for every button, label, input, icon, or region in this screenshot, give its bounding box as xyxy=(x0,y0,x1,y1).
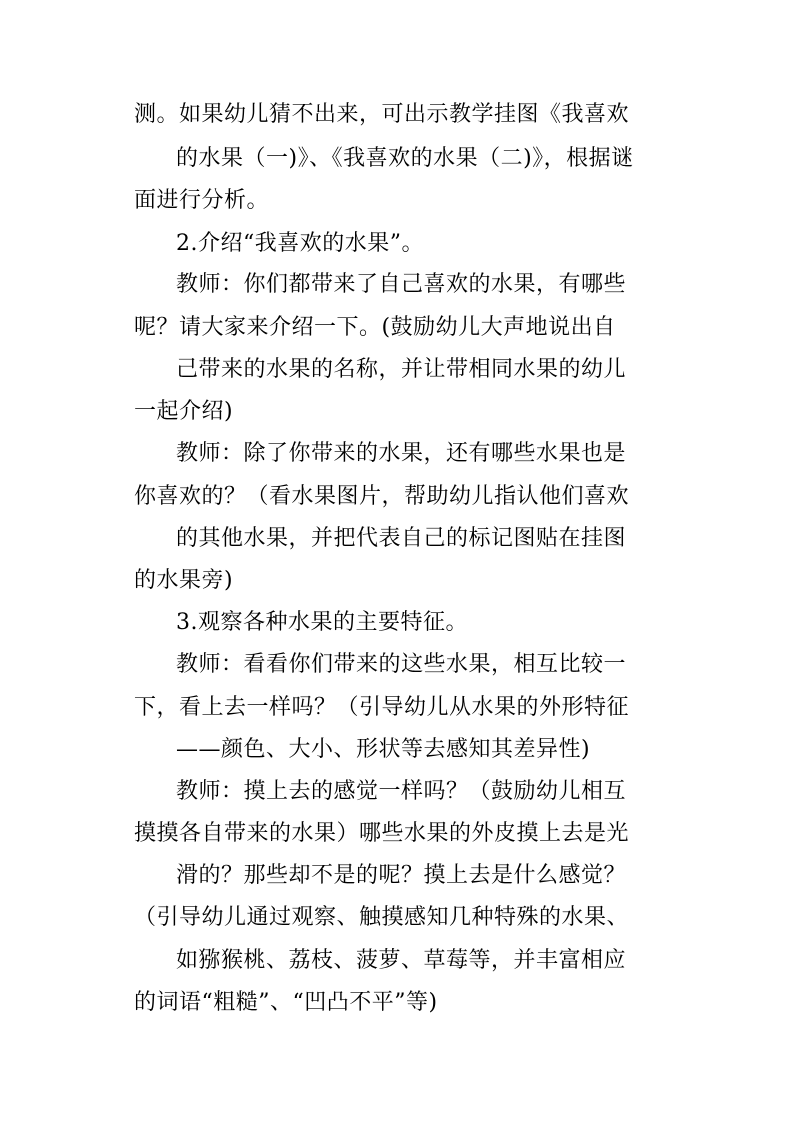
section-heading: 2.介绍“我喜欢的水果”。 xyxy=(176,231,424,256)
text-line: 下，看上去一样吗？（引导幼儿从水果的外形特征 xyxy=(134,695,630,720)
text-line: 教师：看看你们带来的这些水果，相互比较一 xyxy=(176,652,627,677)
section-heading: 3.观察各种水果的主要特征。 xyxy=(176,610,468,635)
text-line: 一起介绍) xyxy=(134,399,234,424)
text-line: 教师：除了你带来的水果，还有哪些水果也是 xyxy=(176,441,627,466)
text-line: 你喜欢的？（看水果图片，帮助幼儿指认他们喜欢 xyxy=(134,484,630,509)
text-line: 的水果（一)》、《我喜欢的水果（二)》，根据谜 xyxy=(176,146,634,171)
text-line: 面进行分析。 xyxy=(134,188,270,213)
text-line: ——颜色、大小、形状等去感知其差异性) xyxy=(176,737,591,762)
text-line: 滑的？那些却不是的呢？摸上去是什么感觉？ xyxy=(176,863,627,888)
text-line: 摸摸各自带来的水果）哪些水果的外皮摸上去是光 xyxy=(134,821,630,846)
text-line: 教师：你们都带来了自己喜欢的水果，有哪些 xyxy=(176,272,627,297)
text-line: 的词语“粗糙”、“凹凸不平”等) xyxy=(134,990,438,1015)
text-line: 如猕猴桃、荔枝、菠萝、草莓等，并丰富相应 xyxy=(176,948,627,973)
text-line: 教师：摸上去的感觉一样吗？（鼓励幼儿相互 xyxy=(176,779,627,804)
text-line: 的其他水果，并把代表自己的标记图贴在挂图 xyxy=(176,526,627,551)
text-line: 己带来的水果的名称，并让带相同水果的幼儿 xyxy=(176,357,627,382)
text-line: 呢？请大家来介绍一下。(鼓励幼儿大声地说出自 xyxy=(134,315,616,340)
text-line: （引导幼儿通过观察、触摸感知几种特殊的水果、 xyxy=(134,905,630,930)
text-line: 测。如果幼儿猜不出来，可出示教学挂图《我喜欢 xyxy=(134,102,630,127)
text-line: 的水果旁) xyxy=(134,568,234,593)
